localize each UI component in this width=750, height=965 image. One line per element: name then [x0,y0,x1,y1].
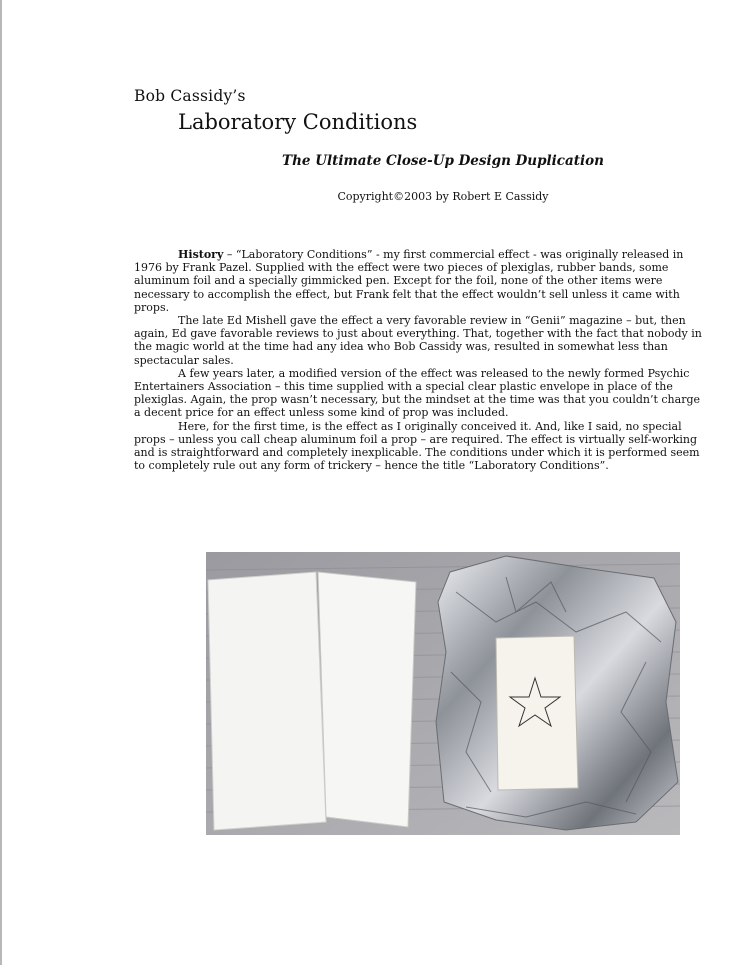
paragraph-pea-version: A few years later, a modified version of the effect was released to the newly formed Psychic Entertainers Association – this time supplied with a special clear plastic envelope in place of the plexiglas. Again, the prop wasn’t necessary, but the mindset at the time was that you couldn’t charge a decent price for an effect unless some kind of prop was included. [134,366,701,420]
paragraph-history-text: – “Laboratory Conditions” - my first commercial effect - was originally released in 1976 by Frank Pazel. Supplied with the effect were two pieces of plexiglas, rubber bands, some aluminum foil and a specially gimmicked pen. Except for the foil, none of the other items were necessary to accomplish the effect, but Frank felt that the effect wouldn’t sell unless it came with props. [134,248,684,314]
body-text [134,248,710,472]
card-on-foil [496,636,578,790]
page-left-edge [0,0,2,965]
props-photo-image [206,552,680,835]
document-title: Laboratory Conditions [178,110,418,134]
props-photo [206,552,680,835]
author-heading: Bob Cassidy’s [134,87,246,105]
document-subtitle: The Ultimate Close-Up Design Duplication [282,153,604,169]
blank-card-right [318,572,416,827]
history-lead: History [178,248,224,261]
paragraph-review: The late Ed Mishell gave the effect a very favorable review in “Genii” magazine – but, then again, Ed gave favorable reviews to just about everything. That, together with the fact that nobody in the magic world at the time had any idea who Bob Cassidy was, resulted in somewhat less than spectacular sales. [134,314,702,367]
blank-card-left [208,572,326,830]
paragraph-history [134,248,710,314]
paragraph-original-conception: Here, for the first time, is the effect as I originally conceived it. And, like I said, no special props – unless you call cheap aluminum foil a prop – are required. The effect is virtually self-working and is straightforward and completely inexplicable. The conditions under which it is performed seem to completely rule out any form of trickery – hence the title “Laboratory Conditions”. [134,419,700,473]
copyright-line: Copyright©2003 by Robert E Cassidy [337,190,549,203]
